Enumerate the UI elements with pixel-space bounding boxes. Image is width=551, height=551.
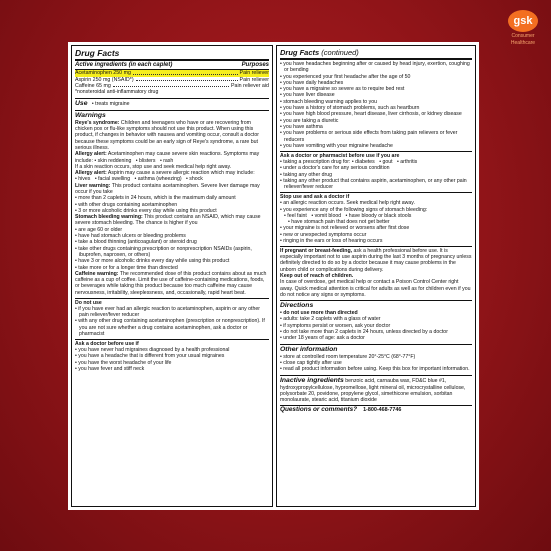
allergy2-symptom: • asthma (wheezing) bbox=[134, 176, 184, 183]
do-not-use-items bbox=[75, 306, 269, 337]
direction-item: • adults: take 2 caplets with a glass of water bbox=[280, 316, 472, 322]
stop-use-title: Stop use and ask a doctor if bbox=[280, 193, 350, 200]
stomach-item: • take more or for a longer time than directed bbox=[75, 265, 269, 271]
allergy2-symptom: • shock bbox=[186, 176, 203, 183]
condition-item: • diabetes bbox=[351, 158, 377, 165]
stomach-item: • take a blood thinning (anticoagulant) or steroid drug bbox=[75, 239, 269, 245]
ask-doctor-item: • you have vomiting with your migraine headache bbox=[280, 143, 472, 149]
ask-doctor-item: • you have a migraine so severe as to require bed rest bbox=[280, 86, 472, 92]
ingredient-purpose: Pain reliever bbox=[239, 76, 269, 83]
active-ingredients-header bbox=[75, 62, 269, 70]
ask-pharmacist-title: Ask a doctor or pharmacist before use if you are bbox=[280, 152, 400, 159]
stomach-pain-sign: • have stomach pain that does not get better bbox=[284, 219, 390, 225]
stop-use-item: • ringing in the ears or loss of hearing occurs bbox=[280, 238, 472, 244]
liver-item: • 3 or more alcoholic drinks every day while using this product bbox=[75, 208, 269, 214]
other-info-item: • close cap tightly after use bbox=[280, 360, 472, 366]
ask-doctor-item: • you have headaches beginning after or caused by head injury, exertion, coughing or bending bbox=[280, 61, 472, 74]
brand-line1: Consumer bbox=[511, 33, 535, 39]
inactive-text: benzoic acid, carnauba wax, FD&C blue #1, hydroxypropylcellulose, hypromellose, light mineral oil, microcrystalline cellulose, polysorbate 20, povidone, propylene glycol, simethicone emulsion, sorbitan monolaurate, stearic acid, titanium dioxide bbox=[280, 377, 466, 404]
liver-label: Liver warning: bbox=[75, 182, 111, 189]
ask-pharmacist-item: • taking any other product that contains aspirin, acetaminophen, or any other pain reliever/fever reducer bbox=[280, 178, 472, 191]
stomach-warning bbox=[75, 214, 269, 227]
reye-warning bbox=[75, 120, 269, 151]
warnings-title: Warnings bbox=[75, 111, 106, 119]
leader-dots bbox=[136, 77, 238, 81]
keep-out-of-reach: Keep out of reach of children. bbox=[280, 273, 354, 279]
direction-item: • do not use more than directed bbox=[280, 310, 472, 316]
use-text: • treats migraine bbox=[91, 100, 130, 107]
pregnancy-section bbox=[280, 246, 472, 298]
ask-doctor-item: • you experienced your first headache after the age of 50 bbox=[280, 74, 472, 80]
allergy-symptom: • skin reddening bbox=[94, 157, 133, 164]
leader-dots bbox=[113, 83, 229, 87]
questions-title: Questions or comments? bbox=[280, 406, 358, 414]
directions-items bbox=[280, 310, 472, 341]
bleeding-sign: • feel faint bbox=[284, 212, 309, 219]
do-not-use-item: • if you have ever had an allergic reaction to acetaminophen, aspirin or any other pain reliever/fever reducer bbox=[75, 306, 269, 319]
ask-pharmacist-item: • under a doctor's care for any serious condition bbox=[280, 165, 472, 171]
condition-item: • arthritis bbox=[397, 158, 418, 165]
ask-doctor-title: Ask a doctor before use if bbox=[75, 340, 139, 347]
stop-use-first: • an allergic reaction occurs. Seek medical help right away. bbox=[280, 200, 472, 206]
allergy2-symptom: • hives bbox=[75, 176, 92, 183]
drug-facts-right-panel bbox=[276, 45, 476, 507]
ask-pharmacist-items bbox=[280, 165, 472, 190]
ask-pharmacist-conditions bbox=[352, 159, 420, 165]
drug-facts-title: Drug Facts bbox=[75, 48, 269, 61]
inactive-ingredients-section bbox=[280, 375, 472, 404]
bleeding-sign: • have bloody or black stools bbox=[345, 212, 412, 219]
liver-item: • more than 2 caplets in 24 hours, which is the maximum daily amount bbox=[75, 195, 269, 201]
ingredient-purpose: Pain reliever bbox=[239, 70, 269, 77]
stomach-item: • have 3 or more alcoholic drinks every day while using this product bbox=[75, 258, 269, 264]
ingredient-name: Aspirin 250 mg (NSAID*) bbox=[75, 76, 134, 83]
ask-doctor-item: • you have problems or serious side effects from taking pain relievers or fever reducers bbox=[280, 130, 472, 143]
use-title: Use bbox=[75, 99, 88, 107]
condition-item: • gout bbox=[379, 158, 395, 165]
ask-doctor-section bbox=[75, 339, 269, 372]
stomach-item: • are age 60 or older bbox=[75, 227, 269, 233]
ask-doctor-items bbox=[75, 347, 269, 372]
do-not-use-section bbox=[75, 298, 269, 338]
other-info-section bbox=[280, 344, 472, 373]
caffeine-text: The recommended dose of this product contains about as much caffeine as a cup of coffee. Limit the use of caffeine-containing medications, foods, or beverages while taking this product because too much caffeine may cause nervousness, irritability, sleeplessness, and, occasionally, rapid heart beat. bbox=[75, 270, 267, 296]
direction-item: • do not take more than 2 caplets in 24 hours, unless directed by a doctor bbox=[280, 329, 472, 335]
continued-title-main: Drug Facts bbox=[280, 48, 320, 57]
stomach-item: • take other drugs containing prescription or nonprescription NSAIDs (aspirin, ibuprofen, naproxen, or others) bbox=[75, 246, 269, 259]
liver-items bbox=[75, 195, 269, 214]
questions-section bbox=[280, 405, 472, 413]
liver-text: This product contains acetaminophen. Severe liver damage may occur if you take bbox=[75, 182, 260, 195]
continued-title-suffix: (continued) bbox=[319, 48, 359, 57]
ingredient-name: Caffeine 65 mg bbox=[75, 83, 111, 90]
stop-use-second: • you experience any of the following signs of stomach bleeding: bbox=[280, 207, 472, 213]
other-info-item: • store at controlled room temperature 20°-25°C (68°-77°F) bbox=[280, 354, 472, 360]
allergy2-label: Allergy alert: bbox=[75, 170, 107, 177]
brand-line2: Healthcare bbox=[510, 40, 536, 46]
reye-text: Children and teenagers who have or are recovering from chicken pox or flu-like symptoms should not use this product. When using this product, if changes in behavior with nausea and vomiting occur, consult a doctor because these symptoms could be an early sign of Reye's syndrome, a rare but serious illness. bbox=[75, 119, 259, 151]
reye-label: Reye's syndrome: bbox=[75, 119, 120, 126]
drug-facts-left-panel bbox=[71, 45, 273, 507]
do-not-use-title: Do not use bbox=[75, 299, 102, 306]
nsaid-note: *nonsteroidal anti-inflammatory drug bbox=[75, 89, 159, 96]
stomach-label: Stomach bleeding warning: bbox=[75, 214, 143, 221]
stomach-items bbox=[75, 227, 269, 271]
ask-doctor-item: • you have high blood pressure, heart disease, liver cirrhosis, or kidney disease bbox=[280, 111, 472, 117]
ask-doctor-item: • you have a history of stomach problems, such as heartburn bbox=[280, 105, 472, 111]
ingredient-name: Acetaminophen 250 mg bbox=[75, 70, 131, 77]
questions-phone: 1-800-468-7746 bbox=[363, 407, 402, 414]
active-ingredients-title: Active ingredients (in each caplet) bbox=[75, 62, 173, 68]
stop-use-item: • new or unexpected symptoms occur bbox=[280, 232, 472, 238]
ask-doctor-item: • you have fever and stiff neck bbox=[75, 366, 269, 372]
caffeine-warning bbox=[75, 271, 269, 296]
caffeine-label: Caffeine warning: bbox=[75, 270, 119, 277]
ask-doctor-continued-items bbox=[280, 61, 472, 149]
stop-use-items bbox=[280, 225, 472, 244]
ask-pharmacist-first-text: taking a prescription drug for: bbox=[283, 158, 351, 165]
bleeding-sign: • vomit blood bbox=[311, 212, 343, 219]
direction-item: • under 18 years of age: ask a doctor bbox=[280, 335, 472, 341]
overdose-text: In case of overdose, get medical help or contact a Poison Control Center right away. Quick medical attention is critical for adults as well as for children even if you do not notice any signs or symptoms. bbox=[280, 279, 471, 298]
do-not-use-item: • with any other drug containing acetaminophen (prescription or nonprescription). If you are not sure whether a drug contains acetaminophen, ask a doctor or pharmacist bbox=[75, 318, 269, 337]
liver-warning bbox=[75, 183, 269, 196]
direction-item: • if symptoms persist or worsen, ask your doctor bbox=[280, 323, 472, 329]
gsk-logo-mark: gsk bbox=[508, 10, 538, 32]
allergy-stop-text: If a skin reaction occurs, stop use and seek medical help right away. bbox=[75, 163, 232, 170]
allergy-items bbox=[94, 158, 176, 164]
use-section bbox=[75, 98, 269, 108]
directions-section bbox=[280, 300, 472, 341]
ask-doctor-item: • you have asthma bbox=[280, 124, 472, 130]
ask-doctor-item: • you have daily headaches bbox=[280, 80, 472, 86]
inactive-title: Inactive ingredients bbox=[280, 376, 344, 384]
drug-facts-label bbox=[68, 42, 479, 510]
stomach-item: • have had stomach ulcers or bleeding problems bbox=[75, 233, 269, 239]
leader-dots bbox=[133, 70, 238, 74]
ingredient-purpose: Pain reliever aid bbox=[231, 83, 269, 90]
ask-doctor-item: • you have liver disease bbox=[280, 92, 472, 98]
other-info-title: Other information bbox=[280, 345, 338, 353]
purposes-title: Purposes bbox=[241, 62, 269, 68]
pregnancy-text: ask a health professional before use. It is especially important not to use aspirin during the last 3 months of pregnancy unless definitely directed to do so by a doctor because it may cause problems in the unborn child or complications during delivery. bbox=[280, 247, 472, 273]
ask-doctor-item: • you have a headache that is different from your usual migraines bbox=[75, 353, 269, 359]
allergy-text: Acetaminophen may cause severe skin reactions. Symptoms may include: bbox=[75, 151, 260, 164]
ask-doctor-item: • you have never had migraines diagnosed by a health professional bbox=[75, 347, 269, 353]
ask-doctor-item: • you have the worst headache of your life bbox=[75, 360, 269, 366]
drug-facts-continued-title bbox=[280, 48, 472, 60]
ask-doctor-item: • stomach bleeding warning applies to you bbox=[280, 99, 472, 105]
ask-pharmacist-section bbox=[280, 151, 472, 191]
other-info-items bbox=[280, 354, 472, 373]
allergy-symptom: • rash bbox=[159, 157, 174, 164]
directions-title: Directions bbox=[280, 302, 314, 310]
stop-use-item: • your migraine is not relieved or worsens after first dose bbox=[280, 225, 472, 231]
pregnancy-label: If pregnant or breast-feeding, bbox=[280, 247, 353, 254]
allergy2-symptom: • facial swelling bbox=[94, 176, 132, 183]
other-info-item: • read all product information before using. Keep this box for important information. bbox=[280, 366, 472, 372]
ask-pharmacist-item: • taking any other drug bbox=[280, 172, 472, 178]
liver-item: • with other drugs containing acetaminophen bbox=[75, 202, 269, 208]
allergy-alert-skin bbox=[75, 151, 269, 164]
stop-use-section bbox=[280, 192, 472, 244]
stomach-text: This product contains an NSAID, which may cause severe stomach bleeding. The chance is higher if you bbox=[75, 214, 261, 227]
brand-logo bbox=[503, 10, 543, 46]
ask-doctor-item: • you are taking a diuretic bbox=[280, 118, 472, 124]
ingredient-list bbox=[75, 70, 269, 89]
allergy-symptom: • blisters bbox=[135, 157, 157, 164]
allergy-label: Allergy alert: bbox=[75, 151, 107, 158]
warnings-section bbox=[75, 110, 269, 296]
pregnancy-warning bbox=[280, 248, 472, 273]
allergy2-text: Aspirin may cause a severe allergic reaction which may include: bbox=[106, 170, 255, 177]
